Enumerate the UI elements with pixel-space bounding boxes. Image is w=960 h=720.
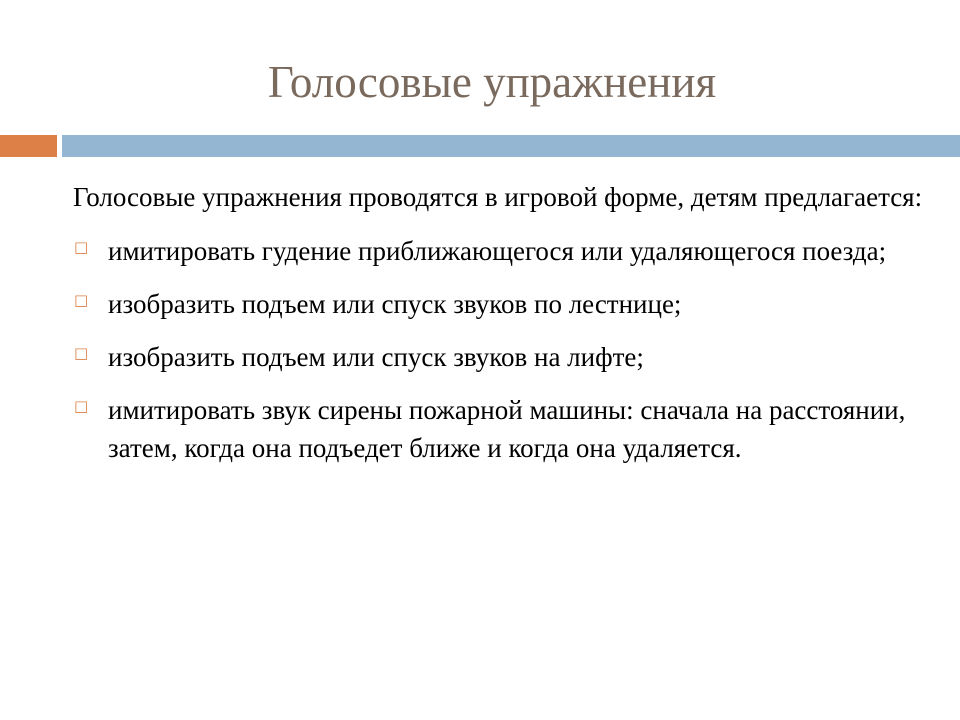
square-bullet-icon: □ (74, 238, 89, 256)
bullet-text: изобразить подъем или спуск звуков по лестнице; (108, 289, 682, 319)
accent-bar-orange (0, 135, 57, 157)
bullet-text: изобразить подъем или спуск звуков на лифте; (108, 342, 644, 372)
square-bullet-icon: □ (74, 291, 89, 309)
bullet-item (73, 338, 933, 376)
bullet-item (73, 285, 933, 323)
bullet-item (73, 232, 933, 270)
bullet-item (73, 391, 933, 467)
slide-body (73, 178, 933, 482)
accent-bar-blue (62, 135, 960, 157)
square-bullet-icon: □ (74, 344, 89, 362)
intro-text: Голосовые упражнения проводятся в игровой форме, детям предлагается: (73, 182, 923, 212)
slide-title: Голосовые упражнения (267, 57, 717, 107)
bullet-text: имитировать звук сирены пожарной машины: сначала на расстоянии, затем, когда она подъедет ближе и когда она удаляется. (108, 395, 906, 463)
bullet-text: имитировать гудение приближающегося или удаляющегося поезда; (108, 236, 887, 266)
bullet-list (73, 232, 933, 467)
square-bullet-icon: □ (74, 397, 89, 415)
